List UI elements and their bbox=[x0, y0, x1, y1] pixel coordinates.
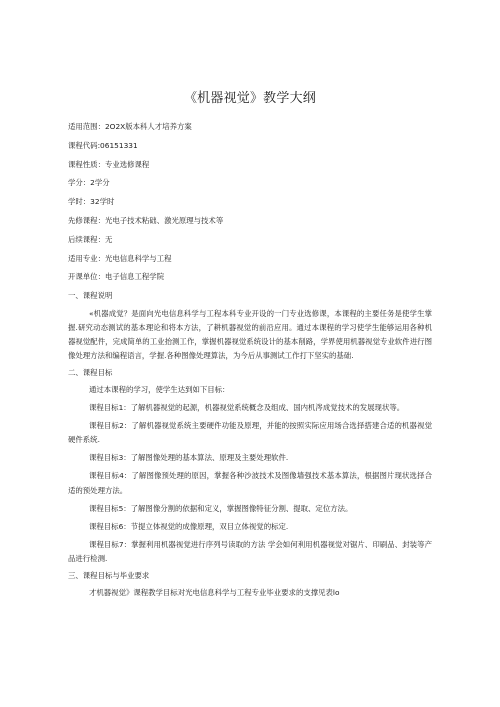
course-goal-6: 课程目标6：节提立体视觉的成像原理，双目立体视觉的标定. bbox=[89, 521, 289, 531]
course-goal-5: 课程目标5：了解图像分割的依据和定义，掌握图像特征分割、提取、定位方法。 bbox=[89, 503, 353, 513]
info-prerequisites: 先修课程：光电子技术粘础、激光原理与技术等 bbox=[68, 215, 224, 225]
section-heading-course-goals: 二、课程目标 bbox=[68, 368, 113, 378]
course-description-paragraph: «机器成觉？是面向光电信息科学与工程本科专业开设的一门专业选修课，本课程的主要任务是使学生掌握.研究动态测试的基本理论和将本方法，了耕机器视觉的前沿应用。通过本课程的学习使学生能够运用各种机器视觉配件，完成简单的工业抬测工作，掌握机器视觉系统设计的基本削路，学界使用机器视觉专业软件进行图像处理方法和编程语言，学握.各种图像处理算法，为今后从事测试工作打下坚实的基础. bbox=[68, 308, 432, 361]
info-course-nature: 课程性质：专业选修课程 bbox=[68, 159, 150, 169]
info-hours: 学时：32学时 bbox=[68, 197, 115, 207]
info-department: 开课单位：电子信息工程学院 bbox=[68, 272, 165, 282]
info-course-code: 课程代码:06151331 bbox=[68, 140, 138, 150]
course-goal-7: 课程目标7：掌握利用机器视觉进行序列号读取的方法 学会如何利用机器视觉对锯片、印刷品、封装等产品进行检测. bbox=[68, 539, 432, 564]
goals-requirements-line: 才机器视觉》课程教学目标对光电信息科学与工程专业毕业要求的支撑见表lo bbox=[89, 587, 340, 597]
section-heading-course-description: 一、课程说明 bbox=[68, 291, 113, 301]
info-credits: 学分：2学分 bbox=[68, 178, 110, 188]
course-goal-3: 课程目标3：了解图像处理的基本算法、原理及主要处理软件. bbox=[89, 453, 289, 463]
info-major: 适用专业：光电信息科学与工程 bbox=[68, 253, 172, 263]
info-follow-up: 后续课程：无 bbox=[68, 234, 113, 244]
course-goal-1: 课程目标1：了解机器视觉的起源，机器视觉系统概念及组成、国内机涔成觉技术的发展现状等。 bbox=[89, 402, 405, 412]
document-title: 《机器视觉》教学大纲 bbox=[183, 91, 316, 106]
document-body bbox=[68, 121, 432, 604]
course-goal-2: 课程目标2：了解机器视觉系统主要硬件功能及原理，并能的按照实际应用场合选择搭建合适的机器视觉硬件系统. bbox=[68, 420, 432, 445]
info-scope: 适用范围：2O2X版本科人才培养方案 bbox=[68, 122, 192, 131]
section-heading-goals-and-requirements: 三、课程目标与毕业要求 bbox=[68, 571, 150, 581]
course-goals-intro: 通过本课程的学习，使学生达到如下目标： bbox=[89, 384, 230, 394]
course-goal-4: 课程目标4：了解图像预处理的原因，掌握各种沙波技术及图像墙强技术基本算法，根据图片现状选择合适的预处理方法。 bbox=[68, 471, 432, 495]
